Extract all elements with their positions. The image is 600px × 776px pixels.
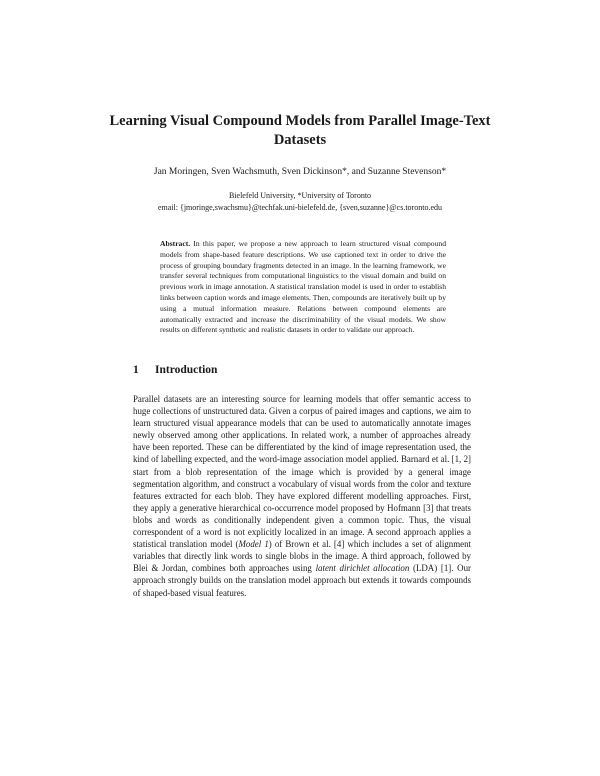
affiliation-block: [40, 190, 560, 214]
section-heading: [133, 364, 217, 376]
author-list: Jan Moringen, Sven Wachsmuth, Sven Dickinson*, and Suzanne Stevenson*: [153, 167, 447, 177]
abstract: [160, 239, 446, 336]
section-number: 1: [133, 364, 139, 376]
introduction-paragraph: [133, 393, 471, 599]
paper-title: Learning Visual Compound Models from Parallel Image-Text Datasets: [109, 113, 491, 148]
abstract-text: In this paper, we propose a new approach to learn structured visual compound models from shape-based feature descriptions. We use captioned text in order to drive the process of grouping boundary fragments detected in an image. In the learning framework, we transfer several techniques from computational linguistics to the visual domain and build on previous work in image annotation. A statistical translation model is used in order to establish links between caption words and image elements. Then, compounds are iteratively built up by using a mutual information measure. Relations between compound elements are automatically extracted and increase the discriminability of the visual models. We show results on different synthetic and realistic datasets in order to validate our approach.: [160, 239, 446, 335]
abstract-label: Abstract.: [160, 239, 191, 248]
intro-text-1: Parallel datasets are an interesting source for learning models that offer semantic access to huge collections of unstructured data. Given a corpus of paired images and captions, we aim to learn structured visual appearance models that can be used to automatically annotate images newly observed among other applications. In related work, a number of approaches already have been reported. These can be differentiated by the kind of image representation used, the kind of labelling expected, and the word-image association model applied. Barnard et al. [1, 2] start from a blob representation of the image which is provided by a general image segmentation algorithm, and construct a vocabulary of visual words from the color and texture features extracted for each blob. They have explored different modelling approaches. First, they apply a generative hierarchical co-occurrence model proposed by Hofmann [3] that treats blobs and words as conditionally independent given a common topic. Thus, the visual correspondent of a word is not explicitly localized in an image. A second approach applies a statistical translation model (: [133, 394, 471, 550]
affiliation: Bielefeld University, *University of Toronto: [228, 191, 372, 200]
email-line: email: {jmoringe,swachsmu}@techfak.uni-bielefeld.de, {sven,suzanne}@cs.toronto.edu: [157, 203, 442, 212]
intro-lda-term: latent dirichlet allocation: [315, 563, 410, 574]
intro-text-2: ) of Brown et al. [4] which includes a set of alignment variables that directly link words to single blobs in the image. A third approach, followed by Blei & Jordan, combines both approaches using: [133, 539, 471, 574]
intro-model-term: Model 1: [238, 539, 269, 550]
intro-text-3: (LDA) [1]. Our approach strongly builds on the translation model approach but extends it towards compounds of shaped-based visual features.: [133, 563, 471, 598]
section-title: Introduction: [155, 364, 218, 376]
